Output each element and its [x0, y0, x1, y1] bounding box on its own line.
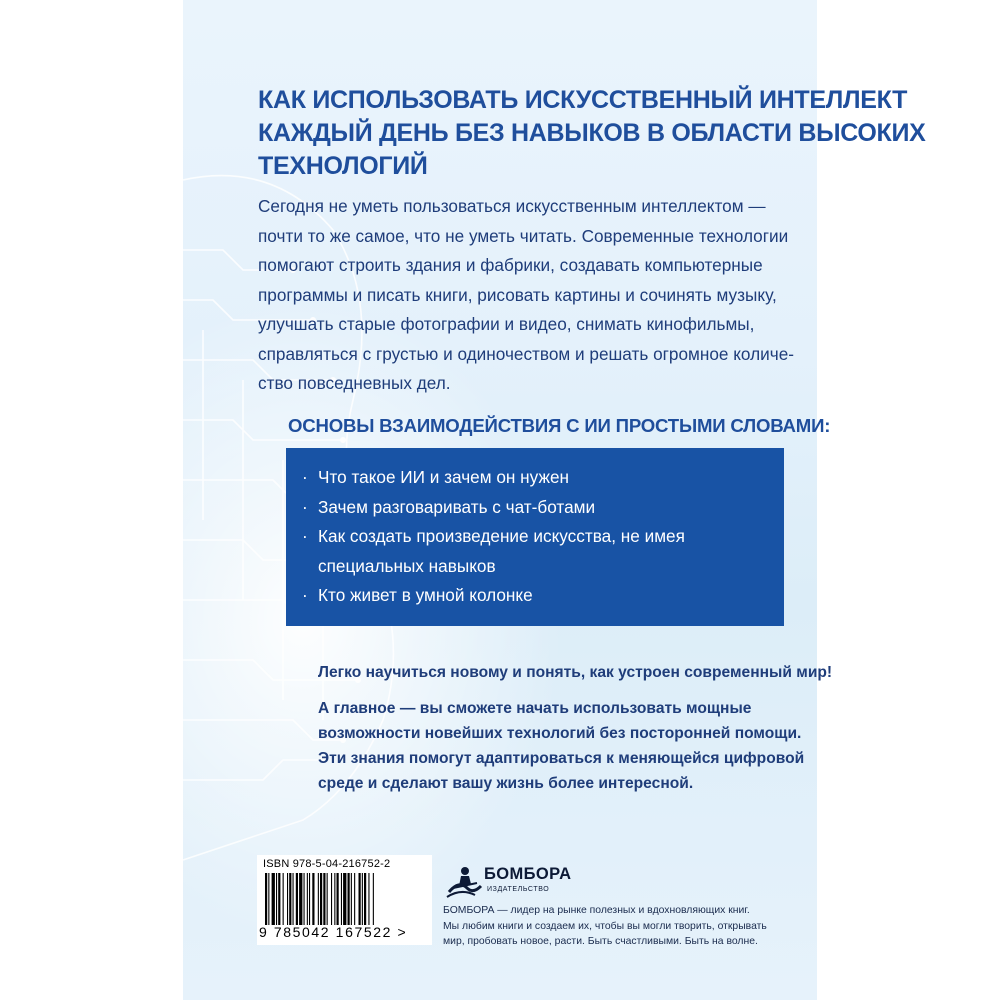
publisher-description-line: БОМБОРА — лидер на рынке полезных и вдохновляющих книг. [443, 905, 750, 916]
list-item [302, 493, 784, 523]
publisher-description-line: Мы любим книги и создаем их, чтобы вы могли творить, открывать [443, 920, 767, 932]
book-back-cover [183, 0, 926, 1000]
closing-line: Эти знания помогут адаптироваться к меняющейся цифровой [318, 750, 805, 767]
list-item-text: Кто живет в умной колонке [318, 585, 533, 605]
list-item-text: Зачем разговаривать с чат-ботами [318, 496, 596, 517]
isbn-barcode-box [257, 855, 432, 945]
list-item [302, 581, 784, 611]
publisher-name: БОМБОРА [484, 865, 572, 883]
basics-box [286, 448, 784, 626]
closing-line: среде и сделают вашу жизнь более интересной. [318, 775, 694, 792]
headline-line: ТЕХНОЛОГИЙ [258, 152, 428, 180]
bullet-icon: · [302, 496, 308, 517]
list-item-text: Что такое ИИ и зачем он нужен [318, 467, 569, 487]
basics-list [286, 448, 784, 611]
list-item [302, 522, 784, 581]
intro-paragraph [258, 192, 803, 399]
closing-tagline [318, 660, 833, 685]
barcode-digits: 9 785042 167522 > [259, 924, 408, 940]
list-item [302, 463, 784, 493]
closing-line: возможности новейших технологий без посторонней помощи. [318, 725, 802, 742]
bullet-icon: · [302, 467, 308, 487]
intro-line: почти то же самое, что не уметь читать. Современные технологии [258, 225, 789, 246]
intro-line: Сегодня не уметь пользоваться искусственным интеллектом — [258, 196, 766, 216]
intro-line: улучшать старые фотографии и видео, снимать кинофильмы, [258, 314, 755, 334]
list-item-text: Как создать произведение искусства, не имея [318, 526, 685, 546]
intro-line: программы и писать книги, рисовать картины и сочинять музыку, [258, 284, 777, 305]
closing-line: А главное — вы сможете начать использовать мощные [318, 700, 752, 717]
publisher-subtitle: ИЗДАТЕЛЬСТВО [487, 886, 550, 893]
closing-line: Легко научиться новому и понять, как устроен современный мир! [318, 664, 833, 681]
intro-line: ство повседневных дел. [258, 373, 451, 393]
closing-paragraph [318, 696, 805, 796]
intro-line: справляться с грустью и одиночеством и решать огромное количе- [258, 343, 794, 364]
intro-line: помогают строить здания и фабрики, создавать компьютерные [258, 255, 763, 275]
publisher-description-line: мир, пробовать новое, расти. Быть счастливыми. Быть на волне. [443, 936, 758, 948]
isbn-label: ISBN 978-5-04-216752-2 [263, 858, 391, 870]
publisher-description [443, 903, 803, 950]
list-item-text: специальных навыков [318, 555, 496, 576]
basics-title: ОСНОВЫ ВЗАИМОДЕЙСТВИЯ С ИИ ПРОСТЫМИ СЛОВАМИ: [288, 415, 831, 436]
headline-line: КАЖДЫЙ ДЕНЬ БЕЗ НАВЫКОВ В ОБЛАСТИ ВЫСОКИХ [258, 119, 926, 147]
headline-line: КАК ИСПОЛЬЗОВАТЬ ИСКУССТВЕННЫЙ ИНТЕЛЛЕКТ [258, 86, 908, 114]
bullet-icon: · [302, 585, 308, 605]
barcode-icon [263, 873, 419, 929]
headline [258, 84, 926, 183]
bullet-icon: · [302, 526, 308, 546]
